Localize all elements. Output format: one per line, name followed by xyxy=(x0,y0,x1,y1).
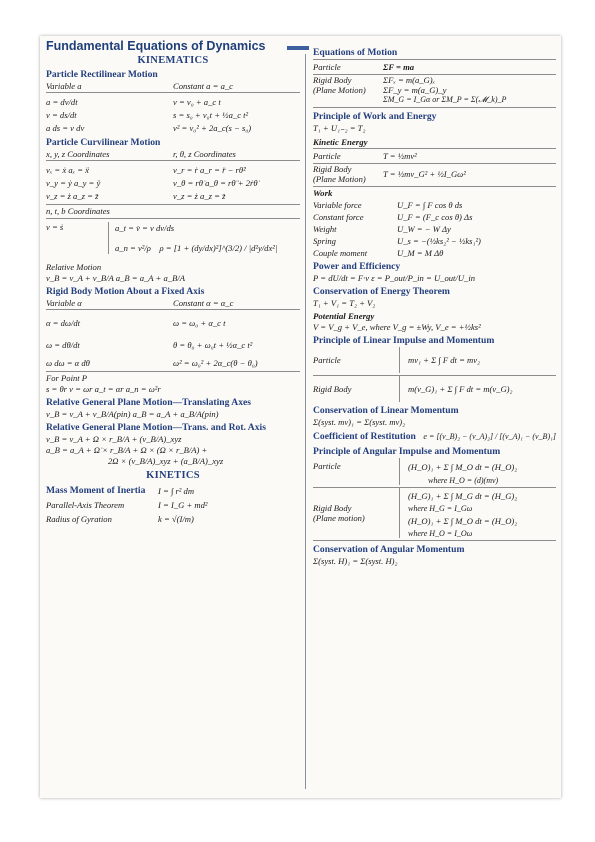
ntb-tangential: a_t = v̇ = v dv/ds xyxy=(115,223,175,233)
power-eq: P = dU/dt = F·v ε = P_out/P_in = U_out/U_in xyxy=(313,273,476,283)
formula-sheet xyxy=(40,36,561,798)
parallel-axis-eq: I = I_G + md² xyxy=(158,500,208,510)
eom-particle-row xyxy=(313,59,556,75)
work-constant-eq: U_F = (F_c cos θ) Δs xyxy=(397,212,473,222)
trans-rot-eq3: 2Ω × (v_B/A)_xyz + (a_B/A)_xyz xyxy=(108,456,224,466)
eom-heading: Equations of Motion xyxy=(313,47,398,58)
ke-particle-label: Particle xyxy=(313,151,341,161)
work-spring-label: Spring xyxy=(313,236,336,246)
parallel-axis-label: Parallel-Axis Theorem xyxy=(46,500,125,510)
eom-rigid-eq: ΣF_y = m(a_G)_y xyxy=(383,85,447,95)
fixed-axis-col2: Constant α = α_c xyxy=(173,298,234,308)
pe-heading: Potential Energy xyxy=(313,311,375,321)
eom-rigid-label: Rigid Body xyxy=(313,75,352,85)
linear-impulse-particle-row xyxy=(313,347,556,376)
angular-impulse-heading: Principle of Angular Impulse and Momentum xyxy=(313,446,501,457)
angular-impulse-particle-where: where H_O = (d)(mv) xyxy=(428,476,499,485)
ntb-accel-block xyxy=(108,222,300,254)
moi-row xyxy=(46,485,300,496)
linear-cons-heading: Conservation of Linear Momentum xyxy=(313,405,459,416)
rectilinear-eq: a = dv/dt xyxy=(46,96,78,107)
rectilinear-row xyxy=(46,108,300,121)
ntb-label: n, t, b Coordinates xyxy=(46,206,300,219)
work-moment-label: Couple moment xyxy=(313,248,368,258)
eom-rigid-sublabel: (Plane Motion) xyxy=(313,85,366,95)
angular-impulse-rigid-where: where H_G = I_Gω xyxy=(408,504,473,513)
angular-impulse-particle-eq: (H_O)₁ + Σ ∫ M_O dt = (H_O)₂ xyxy=(408,462,518,472)
translating-eq: v_B = v_A + v_B/A(pin) a_B = a_A + a_B/A(pin) xyxy=(46,409,219,419)
energy-heading: Conservation of Energy Theorem xyxy=(313,286,450,297)
work-constant-label: Constant force xyxy=(313,212,364,222)
work-weight-eq: U_W = − W Δy xyxy=(397,224,451,234)
restitution-eq: e = [(v_B)₂ − (v_A)₂] / [(v_A)₁ − (v_B)₁] xyxy=(423,432,556,441)
work-moment-eq: U_M = M Δθ xyxy=(397,248,444,258)
fixed-axis-col1: Variable α xyxy=(46,298,82,308)
title-rule xyxy=(287,46,309,50)
ntb-radius: ρ = [1 + (dy/dx)²]^(3/2) / |d²y/dx²| xyxy=(159,243,278,253)
fixed-axis-eq: ω = ω₀ + α_c t xyxy=(173,318,226,328)
ntb-block xyxy=(46,222,300,254)
angular-impulse-rigid-label: Rigid Body xyxy=(313,503,352,513)
work-energy-eq: T₁ + U₁₋₂ = T₂ xyxy=(313,123,366,133)
eom-particle-eq: ΣF = ma xyxy=(383,62,415,72)
work-weight-row xyxy=(313,224,556,234)
eom-particle-label: Particle xyxy=(313,62,341,72)
rectilinear-col1: Variable a xyxy=(46,81,82,91)
work-weight-label: Weight xyxy=(313,224,337,234)
power-heading: Power and Efficiency xyxy=(313,261,401,272)
rectilinear-eq: v² = v₀² + 2a_c(s − s₀) xyxy=(173,122,252,133)
energy-eq: T₁ + V₁ = T₂ + V₂ xyxy=(313,298,376,308)
rectilinear-heading: Particle Rectilinear Motion xyxy=(46,69,158,80)
fixed-axis-heading: Rigid Body Motion About a Fixed Axis xyxy=(46,286,205,297)
ke-rigid-eq: T = ½mv_G² + ½I_Gω² xyxy=(383,169,466,179)
linear-impulse-rigid-eq: m(v_G)₁ + Σ ∫ F dt = m(v_G)₂ xyxy=(408,384,513,394)
trans-rot-heading: Relative General Plane Motion—Trans. and Rot. Axis xyxy=(46,422,266,433)
fixed-axis-row xyxy=(46,356,300,372)
fixed-axis-header-row xyxy=(46,298,300,310)
right-column xyxy=(313,44,556,567)
relative-eq: v_B = v_A + v_B/A a_B = a_A + a_B/A xyxy=(46,273,185,283)
fixed-axis-eq: ω² = ω₀² + 2α_c(θ − θ₀) xyxy=(173,357,258,368)
linear-impulse-rigid-row xyxy=(313,376,556,402)
angular-impulse-rigid-sublabel: (Plane motion) xyxy=(313,513,365,523)
linear-impulse-particle-eq: mv₁ + Σ ∫ F dt = mv₂ xyxy=(408,355,481,365)
kinematics-heading: KINEMATICS xyxy=(137,55,209,66)
rectilinear-eq: v = ds/dt xyxy=(46,109,77,120)
ke-particle-row xyxy=(313,148,556,164)
eom-rigid-eq: ΣM_G = I_Gα or ΣM_P = Σ(𝓜_k)_P xyxy=(383,95,507,104)
ntb-velocity: v = ṡ xyxy=(46,222,64,232)
trans-rot-eq2: a_B = a_A + Ω̇ × r_B/A + Ω × (Ω × r_B/A) + xyxy=(46,445,208,455)
eom-rigid-row xyxy=(313,75,556,108)
curvilinear-eq: v_r = ṙ a_r = r̈ − rθ̇² xyxy=(173,164,246,175)
fixed-axis-eq: θ = θ₀ + ω₀t + ½α_c t² xyxy=(173,340,253,350)
angular-impulse-particle-row xyxy=(313,458,556,488)
curvilinear-row xyxy=(46,163,300,176)
ke-rigid-row xyxy=(313,164,556,187)
work-constant-row xyxy=(313,212,556,222)
gyration-eq: k = √(I/m) xyxy=(158,514,194,524)
kinetics-heading: KINETICS xyxy=(146,470,200,481)
work-variable-eq: U_F = ∫ F cos θ ds xyxy=(397,200,463,210)
fixed-axis-eq: ω dω = α dθ xyxy=(46,357,90,368)
moi-eq: I = ∫ r² dm xyxy=(158,485,195,496)
rectilinear-eq: a ds = v dv xyxy=(46,122,85,133)
gyration-row xyxy=(46,514,300,524)
angular-cons-heading: Conservation of Angular Momentum xyxy=(313,544,465,555)
rectilinear-eq: v = v₀ + a_c t xyxy=(173,96,221,107)
curvilinear-eq: v_θ = rθ̇ a_θ = rθ̈ + 2ṙθ̇ xyxy=(173,177,258,188)
work-moment-row xyxy=(313,248,556,258)
restitution-heading: Coefficient of Restitution xyxy=(313,431,416,442)
curvilinear-row xyxy=(46,189,300,205)
column-divider xyxy=(305,54,306,789)
curvilinear-col2: r, θ, z Coordinates xyxy=(173,149,236,159)
curvilinear-eq: v_z = ż a_z = z̈ xyxy=(173,190,226,201)
fixed-axis-eq: α = dω/dt xyxy=(46,318,81,328)
rectilinear-row xyxy=(46,95,300,108)
parallel-axis-row xyxy=(46,500,300,510)
angular-impulse-rigid-where: where H_O = I_Oω xyxy=(408,529,473,538)
point-p-label: For Point P xyxy=(46,373,88,383)
curvilinear-eq: vₓ = ẋ aₓ = ẍ xyxy=(46,164,89,175)
linear-impulse-rigid-label: Rigid Body xyxy=(313,376,400,402)
work-heading: Work xyxy=(313,188,333,198)
linear-impulse-heading: Principle of Linear Impulse and Momentum xyxy=(313,335,495,346)
curvilinear-col1: x, y, z Coordinates xyxy=(46,149,110,159)
translating-heading: Relative General Plane Motion—Translating Axes xyxy=(46,397,252,408)
ntb-normal: a_n = v²/ρ xyxy=(115,243,151,253)
angular-impulse-particle-label: Particle xyxy=(313,458,400,485)
page-title: Fundamental Equations of Dynamics xyxy=(46,39,266,53)
relative-label: Relative Motion xyxy=(46,262,102,272)
ke-heading: Kinetic Energy xyxy=(313,137,368,147)
work-spring-eq: U_s = −(½ks₂² − ½ks₁²) xyxy=(397,236,481,246)
work-variable-label: Variable force xyxy=(313,200,362,210)
work-energy-heading: Principle of Work and Energy xyxy=(313,111,437,122)
curvilinear-eq: v_z = ż a_z = z̈ xyxy=(46,190,99,201)
ke-rigid-label: Rigid Body xyxy=(313,164,352,174)
work-variable-row xyxy=(313,200,556,210)
linear-cons-eq: Σ(syst. mv)₁ = Σ(syst. mv)₂ xyxy=(313,417,406,427)
fixed-axis-row xyxy=(46,334,300,356)
curvilinear-row xyxy=(46,176,300,189)
ke-particle-eq: T = ½mv² xyxy=(383,151,417,161)
angular-impulse-rigid-eq: (H_G)₁ + Σ ∫ M_G dt = (H_G)₂ xyxy=(408,491,518,501)
point-p-eq: s = θr v = ωr a_t = αr a_n = ω²r xyxy=(46,384,161,394)
fixed-axis-row xyxy=(46,312,300,334)
rectilinear-header-row xyxy=(46,81,300,93)
rectilinear-col2: Constant a = a_c xyxy=(173,81,233,91)
eom-rigid-eq: ΣFₓ = m(a_G)ₓ xyxy=(383,75,436,85)
trans-rot-eq1: v_B = v_A + Ω × r_B/A + (v_B/A)_xyz xyxy=(46,434,182,444)
fixed-axis-eq: ω = dθ/dt xyxy=(46,340,80,350)
angular-cons-eq: Σ(syst. H)₁ = Σ(syst. H)₂ xyxy=(313,556,398,566)
moi-label: Mass Moment of Inertia xyxy=(46,485,146,496)
left-column xyxy=(46,54,300,528)
curvilinear-header-row xyxy=(46,149,300,161)
angular-impulse-rigid-row xyxy=(313,488,556,541)
work-spring-row xyxy=(313,236,556,246)
curvilinear-eq: v_y = ẏ a_y = ÿ xyxy=(46,177,101,188)
restitution-row xyxy=(313,431,556,442)
rectilinear-eq: s = s₀ + v₀t + ½a_c t² xyxy=(173,109,249,120)
rectilinear-row xyxy=(46,121,300,134)
curvilinear-heading: Particle Curvilinear Motion xyxy=(46,137,161,148)
ke-rigid-sublabel: (Plane Motion) xyxy=(313,174,366,184)
gyration-label: Radius of Gyration xyxy=(46,514,112,524)
pe-eq: V = V_g + V_e, where V_g = ±Wy, V_e = +½ks² xyxy=(313,322,481,332)
linear-impulse-particle-label: Particle xyxy=(313,347,400,373)
angular-impulse-rigid-eq: (H_O)₁ + Σ ∫ M_O dt = (H_O)₂ xyxy=(408,516,518,526)
